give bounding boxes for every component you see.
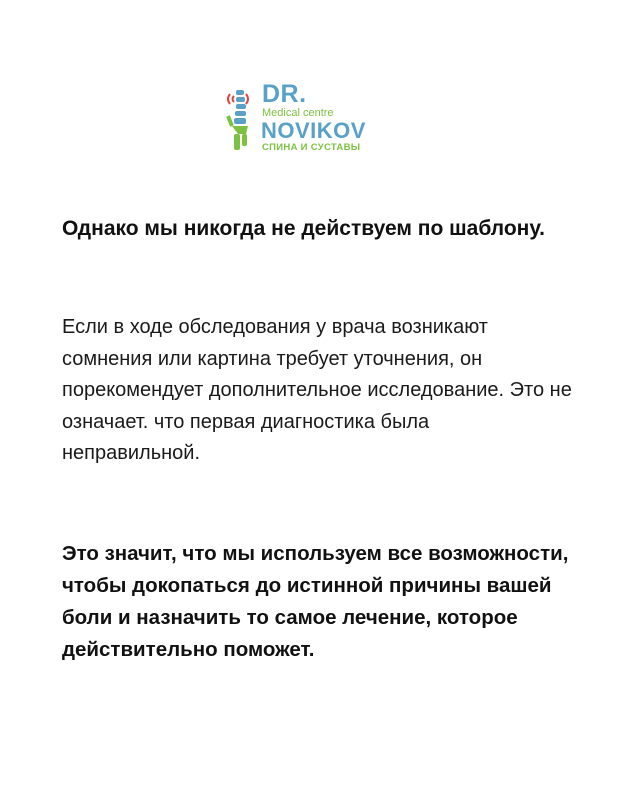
spine-icon (224, 86, 258, 152)
section-heading: Однако мы никогда не действуем по шаблону. (62, 217, 546, 240)
conclusion-paragraph: Это значит, что мы используем все возможности, чтобы докопаться до истинной причины вашей боли и назначить то самое лечение, которое действительно поможет. (62, 542, 569, 661)
logo-tagline: СПИНА И СУСТАВЫ (262, 142, 361, 153)
logo-text-dr: DR. (262, 80, 307, 108)
body-paragraph: Если в ходе обследования у врача возникают сомнения или картина требует уточнения, он порекомендует дополнительное исследование. Это не означает. что первая диагностика была неправильной. (62, 316, 572, 464)
logo-text-novikov: NOVIKOV (261, 118, 366, 143)
clinic-logo (224, 82, 384, 154)
logo-text-medical-centre: Medical centre (262, 107, 334, 119)
